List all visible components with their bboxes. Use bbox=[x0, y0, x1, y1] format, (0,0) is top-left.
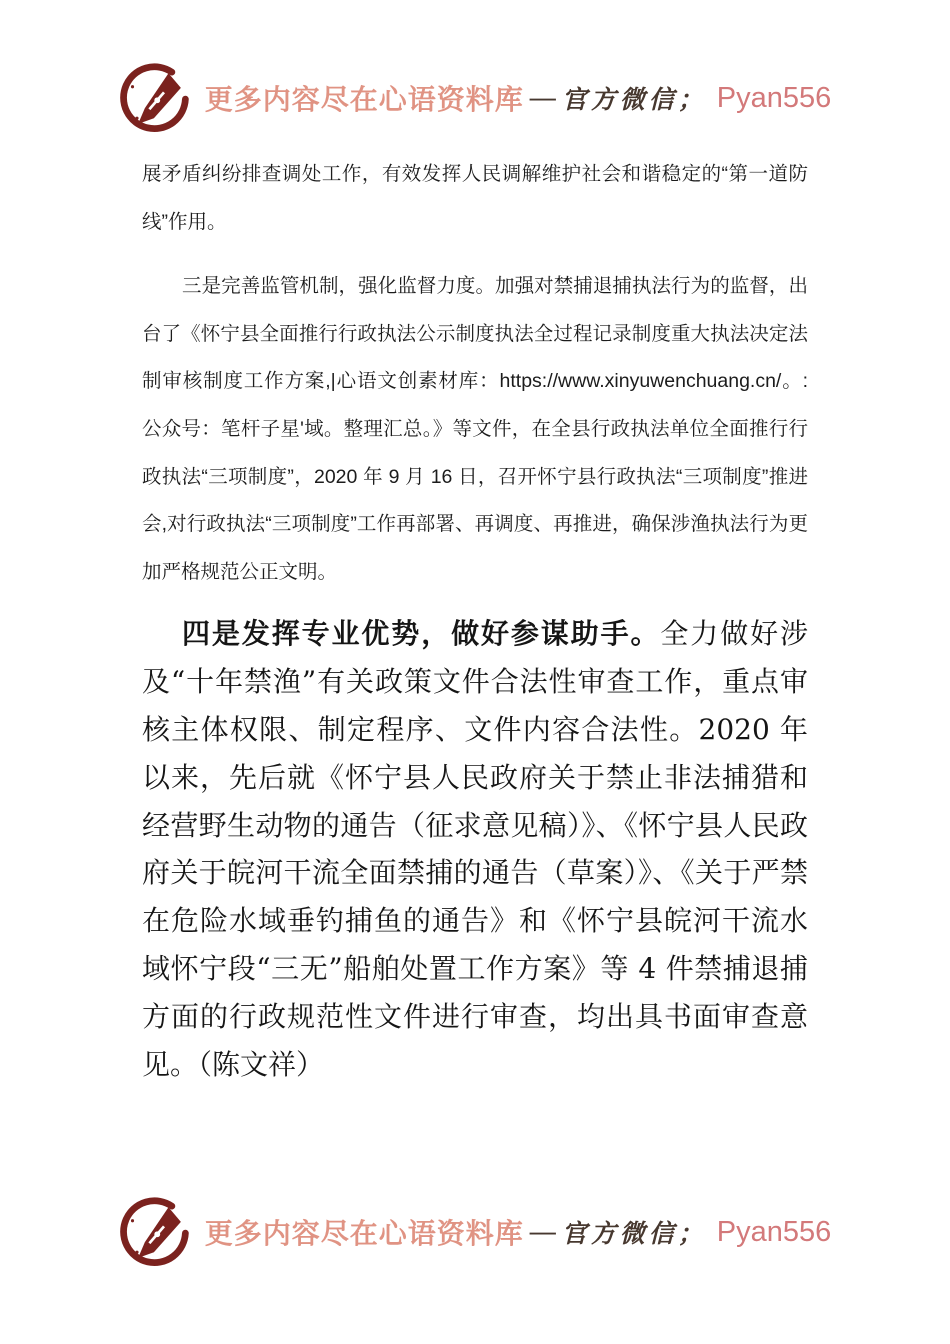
url-text: https://www.xinyuwenchuang.cn/ bbox=[499, 370, 782, 393]
footer-brand bbox=[0, 1196, 950, 1268]
paragraph-three-text-before-url: 三是完善监管机制，强化监督力度。加强对禁捕退捕执法行为的监督，出台了《怀宁县全面推行行政执法公示制度执法全过程记录制度重大执法决定法制审核制度工作方案,|心语文创素材库： bbox=[142, 275, 808, 393]
header-brand bbox=[0, 62, 950, 134]
brand-tagline: 更多内容尽在心语资料库 bbox=[204, 1219, 524, 1250]
pen-nib-logo-icon bbox=[119, 1196, 191, 1268]
wechat-label: 官方微信； bbox=[561, 85, 707, 114]
pen-nib-logo-icon bbox=[119, 62, 191, 134]
brand-dash: — bbox=[529, 1217, 556, 1246]
wechat-label: 官方微信； bbox=[561, 1219, 707, 1248]
paragraph-continuation: 展矛盾纠纷排查调处工作，有效发挥人民调解维护社会和谐稳定的“第一道防线”作用。 bbox=[142, 163, 808, 233]
paragraph-four-body: 全力做好涉及“十年禁渔”有关政策文件合法性审查工作，重点审核主体权限、制定程序、文件内容合法性。2020 年以来，先后就《怀宁县人民政府关于禁止非法捕猎和经营野生动物的通告（征求意见稿）》、《怀宁县人民政府关于皖河干流全面禁捕的通告（草案）》、《关于严禁在危险水域垂钓捕鱼的通告》和《怀宁县皖河干流水域怀宁段“三无”船舶处置工作方案》等 4 件禁捕退捕方面的行政规范性文件进行审查，均出具书面审查意见。（陈文祥） bbox=[142, 617, 808, 1081]
paragraph-three-text-after-url: 。:公众号：笔杆子星'域。整理汇总。》等文件，在全县行政执法单位全面推行行政执法“三项制度”，2020 年 9 月 16 日，召开怀宁县行政执法“三项制度”推进会,对行政执法“三项制度”工作再部署、再调度、再推进，确保涉渔执法行为更加严格规范公正文明。 bbox=[142, 370, 809, 583]
paragraph-four-lead: 四是发挥专业优势，做好参谋助手。 bbox=[182, 617, 661, 651]
wechat-id: Pyan556 bbox=[716, 1215, 832, 1248]
paragraph-three bbox=[142, 263, 808, 596]
wechat-id: Pyan556 bbox=[716, 81, 832, 114]
paragraph-four bbox=[142, 610, 808, 1088]
brand-tagline: 更多内容尽在心语资料库 bbox=[204, 85, 524, 116]
brand-dash: — bbox=[529, 83, 556, 112]
document-body bbox=[142, 151, 808, 1088]
